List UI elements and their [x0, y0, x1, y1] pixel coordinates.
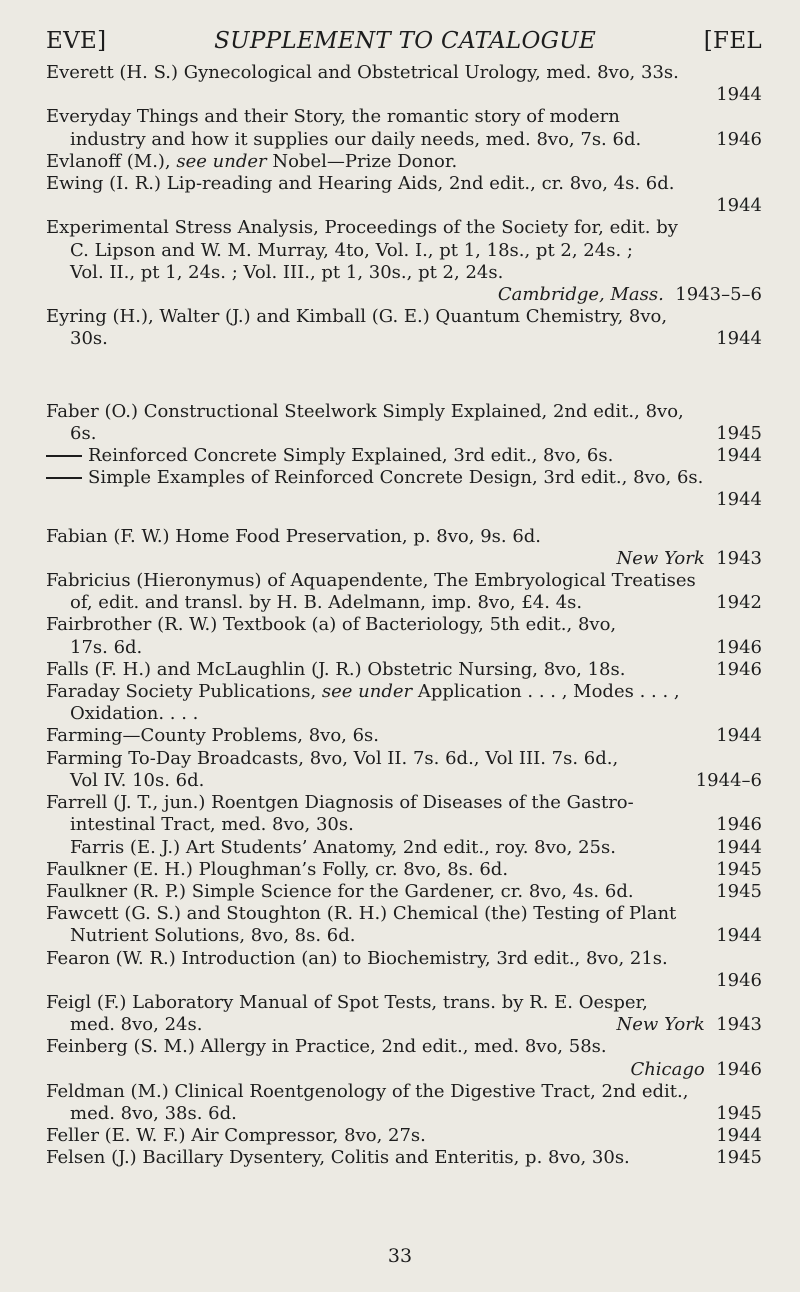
- entry-text: Faulkner (R. P.) Simple Science for the Gardener, cr. 8vo, 4s. 6d.: [46, 880, 634, 902]
- entry-text: Faraday Society Publications,: [46, 681, 322, 703]
- entry-place: Chicago: [630, 1058, 705, 1080]
- entry-year: 1945: [716, 422, 762, 444]
- entry-year: 1944: [716, 925, 762, 947]
- entry-text-cont: Vol IV. 10s. 6d.: [70, 769, 205, 791]
- entry-text-cont: C. Lipson and W. M. Murray, 4to, Vol. I., pt 1, 18s., pt 2, 24s. ;: [70, 239, 633, 261]
- entry-year: 1944: [716, 836, 762, 858]
- entry-faulkner-rp: [46, 881, 762, 903]
- entry-year: 1944: [716, 328, 762, 350]
- entry-text: Falls (F. H.) and McLaughlin (J. R.) Obstetric Nursing, 8vo, 18s.: [46, 658, 626, 680]
- entry-text-cont: Application . . . , Modes . . . ,: [412, 681, 680, 703]
- entry-faber-reinforced: [46, 445, 762, 467]
- entry-ewing: [46, 173, 762, 217]
- entry-text-cont: 17s. 6d.: [70, 636, 143, 658]
- entry-text: Feinberg (S. M.) Allergy in Practice, 2nd edit., med. 8vo, 58s.: [46, 1036, 607, 1058]
- entry-text-cont: Nutrient Solutions, 8vo, 8s. 6d.: [70, 925, 356, 947]
- entry-fabricius: [46, 570, 762, 614]
- page-number: 33: [387, 1245, 413, 1267]
- spacer: [46, 512, 762, 526]
- entry-year: 1944: [716, 1125, 762, 1147]
- entry-year: 1946: [716, 969, 762, 991]
- cross-ref: see under: [321, 681, 413, 703]
- header-title: SUPPLEMENT TO CATALOGUE: [214, 28, 597, 54]
- entry-text: Farrell (J. T., jun.) Roentgen Diagnosis of Diseases of the Gastro-: [46, 792, 634, 814]
- catalogue-entries: [46, 62, 762, 1170]
- entry-year: 1945: [716, 880, 762, 902]
- section-gap: [46, 351, 762, 401]
- entry-text: Ewing (I. R.) Lip-reading and Hearing Aids, 2nd edit., cr. 8vo, 4s. 6d.: [46, 173, 675, 195]
- entry-feigl: [46, 992, 762, 1036]
- ditto-dash: [46, 455, 82, 457]
- entry-year: 1942: [716, 592, 762, 614]
- entry-text-cont: Vol. II., pt 1, 24s. ; Vol. III., pt 1, 30s., pt 2, 24s.: [70, 261, 504, 283]
- entry-text: Fawcett (G. S.) and Stoughton (R. H.) Chemical (the) Testing of Plant: [46, 903, 677, 925]
- entry-everett: [46, 62, 762, 106]
- entry-year: 1946: [716, 1058, 762, 1080]
- entry-text: Faulkner (E. H.) Ploughman’s Folly, cr. 8vo, 8s. 6d.: [46, 858, 509, 880]
- entry-year: 1944: [716, 84, 762, 106]
- entry-year: 1943: [716, 547, 762, 569]
- entry-fairbrother: [46, 614, 762, 658]
- entry-faber: [46, 401, 762, 445]
- entry-year: 1944: [716, 195, 762, 217]
- entry-text: Fabricius (Hieronymus) of Aquapendente, The Embryological Treatises: [46, 570, 696, 592]
- entry-farming-county: [46, 725, 762, 747]
- entry-text: Farming—County Problems, 8vo, 6s.: [46, 725, 380, 747]
- entry-year: 1946: [716, 814, 762, 836]
- entry-text: Faber (O.) Constructional Steelwork Simply Explained, 2nd edit., 8vo,: [46, 400, 684, 422]
- entry-fawcett: [46, 903, 762, 947]
- entry-text: Farris (E. J.) Art Students’ Anatomy, 2nd edit., roy. 8vo, 25s.: [70, 836, 616, 858]
- entry-experimental-stress: [46, 217, 762, 306]
- entry-farming-broadcasts: [46, 748, 762, 792]
- entry-text-cont: med. 8vo, 38s. 6d.: [70, 1102, 237, 1124]
- entry-faber-simple-examples: [46, 467, 762, 511]
- entry-text: Feigl (F.) Laboratory Manual of Spot Tests, trans. by R. E. Oesper,: [46, 991, 648, 1013]
- entry-felsen: [46, 1147, 762, 1169]
- entry-year: 1943: [716, 1014, 762, 1036]
- entry-text: Everett (H. S.) Gynecological and Obstetrical Urology, med. 8vo, 33s.: [46, 62, 679, 83]
- entry-text-cont: med. 8vo, 24s.: [70, 1014, 203, 1036]
- entry-year: 1946: [716, 636, 762, 658]
- entry-farris: [46, 837, 762, 859]
- entry-fearon: [46, 948, 762, 992]
- entry-text-cont: intestinal Tract, med. 8vo, 30s.: [70, 814, 354, 836]
- entry-feinberg: [46, 1036, 762, 1080]
- entry-text-cont: 30s.: [70, 328, 108, 350]
- entry-year: 1946: [716, 128, 762, 150]
- entry-place: New York: [616, 1014, 705, 1036]
- entry-year: 1943–5–6: [675, 284, 762, 306]
- entry-text: Experimental Stress Analysis, Proceedings of the Society for, edit. by: [46, 217, 678, 239]
- entry-text: Farming To-Day Broadcasts, 8vo, Vol II. 7s. 6d., Vol III. 7s. 6d.,: [46, 747, 619, 769]
- entry-text-cont: Oxidation. . . .: [70, 703, 199, 725]
- entry-text-cont: 6s.: [70, 422, 97, 444]
- running-header: [46, 28, 762, 54]
- header-left: EVE]: [46, 28, 107, 54]
- entry-text-cont: Nobel—Prize Donor.: [266, 150, 458, 172]
- entry-year: 1945: [716, 1102, 762, 1124]
- cross-ref: see under: [176, 150, 267, 172]
- entry-text: Eyring (H.), Walter (J.) and Kimball (G. E.) Quantum Chemistry, 8vo,: [46, 306, 668, 328]
- entry-text: Fabian (F. W.) Home Food Preservation, p. 8vo, 9s. 6d.: [46, 525, 542, 547]
- entry-faulkner-eh: [46, 859, 762, 881]
- entry-year: 1944: [716, 725, 762, 747]
- entry-text: Everyday Things and their Story, the romantic story of modern: [46, 106, 620, 128]
- entry-text: Feldman (M.) Clinical Roentgenology of the Digestive Tract, 2nd edit.,: [46, 1080, 689, 1102]
- entry-year: 1944: [716, 445, 762, 467]
- entry-text: Fairbrother (R. W.) Textbook (a) of Bacteriology, 5th edit., 8vo,: [46, 614, 617, 636]
- entry-text-cont: of, edit. and transl. by H. B. Adelmann, imp. 8vo, £4. 4s.: [70, 592, 583, 614]
- entry-everyday-things: [46, 106, 762, 150]
- entry-year: 1945: [716, 1147, 762, 1169]
- entry-year: 1944: [716, 489, 762, 511]
- ditto-dash: [46, 477, 82, 479]
- entry-feller: [46, 1125, 762, 1147]
- entry-fabian: [46, 526, 762, 570]
- entry-year: 1944–6: [695, 769, 762, 791]
- entry-text: Feller (E. W. F.) Air Compressor, 8vo, 27s.: [46, 1125, 426, 1147]
- entry-feldman: [46, 1081, 762, 1125]
- entry-place: Cambridge, Mass.: [497, 284, 664, 306]
- entry-text: Evlanoff (M.),: [46, 150, 177, 172]
- header-right: [FEL: [703, 28, 762, 54]
- entry-year: 1945: [716, 858, 762, 880]
- entry-text: Fearon (W. R.) Introduction (an) to Biochemistry, 3rd edit., 8vo, 21s.: [46, 947, 668, 969]
- entry-farrell: [46, 792, 762, 836]
- entry-place: New York: [616, 547, 705, 569]
- entry-text: Reinforced Concrete Simply Explained, 3rd edit., 8vo, 6s.: [88, 445, 614, 467]
- entry-text: Simple Examples of Reinforced Concrete Design, 3rd edit., 8vo, 6s.: [88, 467, 704, 489]
- entry-year: 1946: [716, 658, 762, 680]
- entry-evlanoff: [46, 151, 762, 173]
- entry-eyring: [46, 306, 762, 350]
- entry-falls: [46, 659, 762, 681]
- entry-text: Felsen (J.) Bacillary Dysentery, Colitis and Enteritis, p. 8vo, 30s.: [46, 1147, 630, 1169]
- entry-faraday: [46, 681, 762, 725]
- entry-text-cont: industry and how it supplies our daily needs, med. 8vo, 7s. 6d.: [70, 128, 642, 150]
